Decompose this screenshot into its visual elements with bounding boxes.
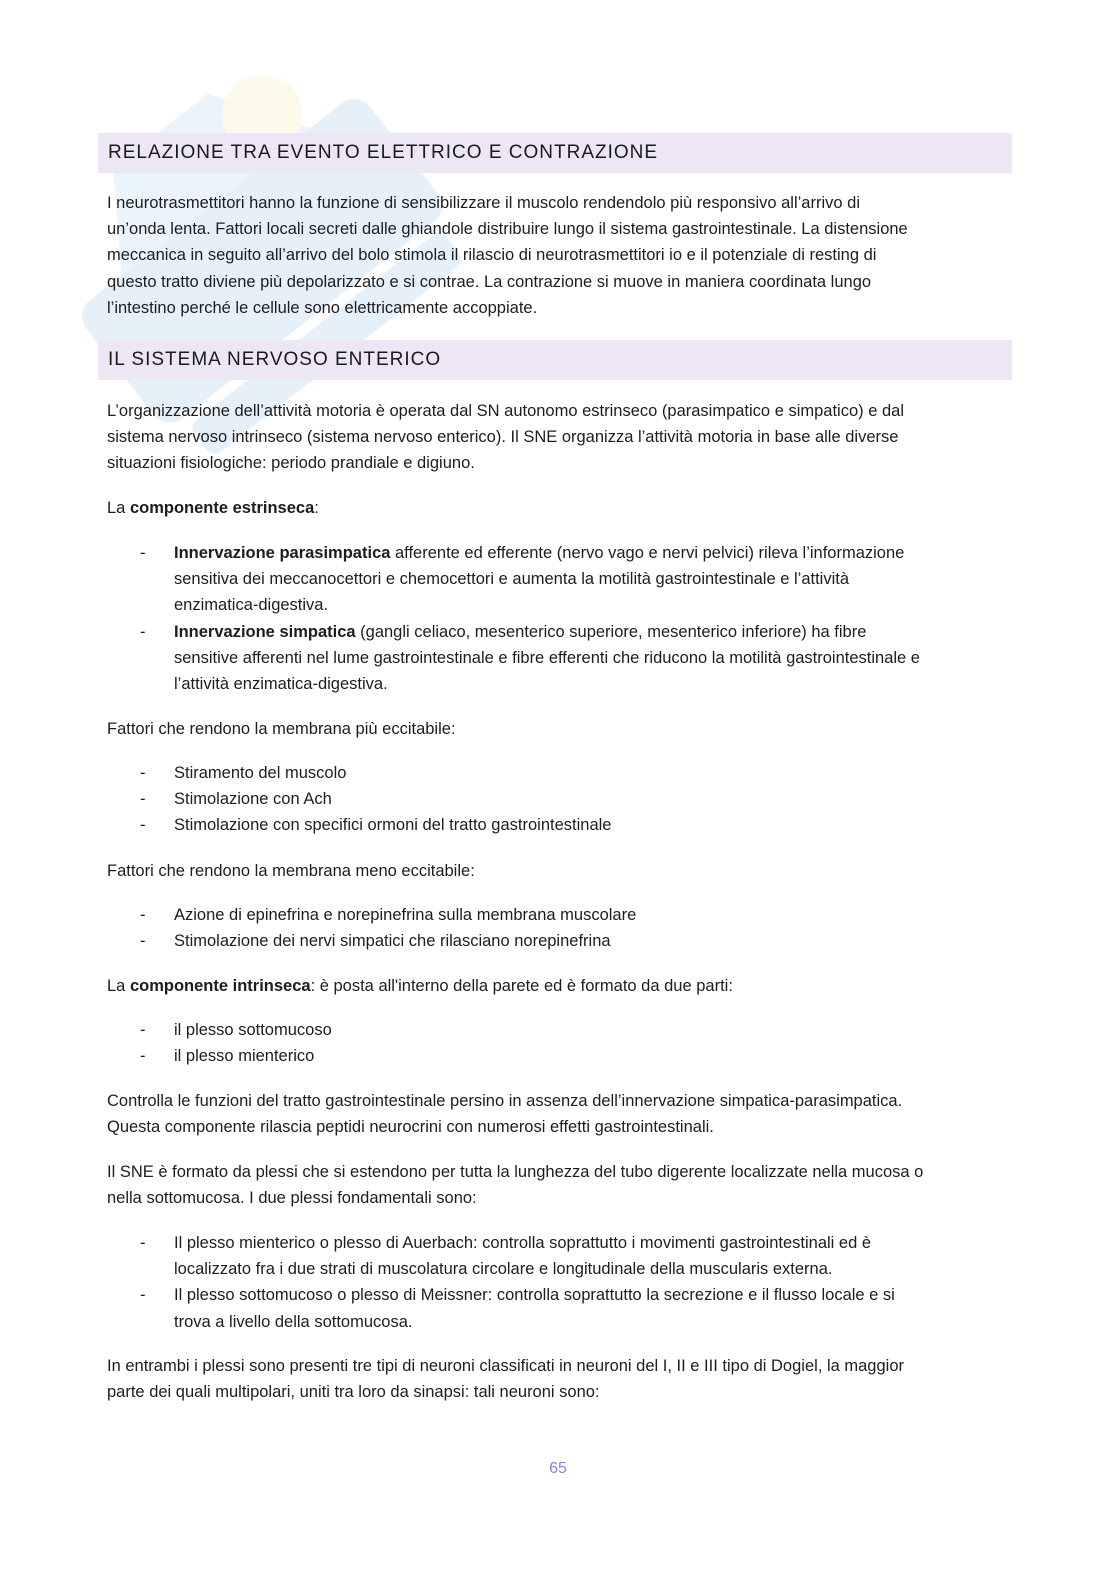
bold-term: Innervazione parasimpatica — [174, 544, 391, 562]
list-item: - Stiramento del muscolo — [107, 760, 1007, 786]
dash-bullet: - — [140, 1021, 146, 1039]
dash-bullet: - — [140, 764, 146, 782]
list-item: - Il plesso mienterico o plesso di Auerbach: controlla soprattutto i movimenti gastrointestinali ed è localizzato fra i due strati di muscolatura circolare e longitudinale della muscularis externa. — [107, 1230, 1007, 1282]
list-item: - Stimolazione dei nervi simpatici che rilasciano norepinefrina — [107, 928, 1007, 954]
meno-eccitabile-title: Fattori che rendono la membrana meno eccitabile: — [107, 862, 475, 880]
estrinseca-list — [107, 540, 1007, 697]
list-item: - Stimolazione con specifici ormoni del tratto gastrointestinale — [107, 812, 1007, 838]
bold-term: componente estrinseca — [129, 499, 315, 517]
text-line: parte dei quali multipolari, uniti tra loro da sinapsi: tali neuroni sono: — [107, 1383, 600, 1402]
list-item: - Innervazione simpatica (gangli celiaco, mesenterico superiore, mesenterico inferiore) ha fibre sensitive afferenti nel lume gastrointestinale e fibre efferenti che riducono la motilità gastrointestinale e l’attività enzimatica-digestiva. — [107, 619, 1007, 698]
intrinseca-list — [107, 1017, 1007, 1069]
text-line: nella sottomucosa. I due plessi fondamentali sono: — [107, 1189, 477, 1208]
page-number: 65 — [549, 1460, 567, 1477]
list-item: - Stimolazione con Ach — [107, 786, 1007, 812]
text-line: questo tratto diviene più depolarizzato e si contrae. La contrazione si muove in maniera coordinata lungo — [107, 272, 872, 291]
dash-bullet: - — [140, 932, 146, 951]
text-line: L’organizzazione dell’attività motoria è operata dal SN autonomo estrinseco (parasimpatico e simpatico) e dal — [107, 402, 905, 420]
paragraph-controlla — [107, 1088, 1007, 1140]
text-line: Questa componente rilascia peptidi neurocrini con numerosi effetti gastrointestinali. — [107, 1118, 714, 1137]
text-line: sistema nervoso intrinseco (sistema nervoso enterico). Il SNE organizza l’attività motoria in base alle diverse — [107, 428, 899, 447]
bold-term: componente intrinseca — [129, 977, 311, 995]
dash-bullet: - — [140, 816, 146, 835]
dash-bullet: - — [140, 790, 146, 809]
dash-bullet: - — [140, 1286, 146, 1305]
text-line: Il SNE è formato da plessi che si estendono per tutta la lunghezza del tubo digerente localizzate nella mucosa o — [107, 1163, 924, 1181]
piu-eccitabile-title: Fattori che rendono la membrana più eccitabile: — [107, 720, 456, 738]
list-item: - Azione di epinefrina e norepinefrina sulla membrana muscolare — [107, 902, 1007, 928]
text-line: situazioni fisiologiche: periodo prandiale e digiuno. — [107, 454, 475, 473]
text-line: Controlla le funzioni del tratto gastrointestinale persino in assenza dell’innervazione simpatica-parasimpatica. — [107, 1092, 903, 1110]
list-item: - il plesso mienterico — [107, 1043, 1007, 1069]
paragraph-neurotrasmettitori — [107, 190, 1007, 321]
section-heading-sne: IL SISTEMA NERVOSO ENTERICO — [98, 340, 1012, 380]
meno-eccitabile-list — [107, 902, 1007, 954]
dash-bullet: - — [140, 544, 146, 562]
section-heading-relazione: RELAZIONE TRA EVENTO ELETTRICO E CONTRAZIONE — [98, 133, 1012, 173]
piu-eccitabile-list — [107, 760, 1007, 839]
text-line: In entrambi i plessi sono presenti tre tipi di neuroni classificati in neuroni del I, II e III tipo di Dogiel, la maggior — [107, 1357, 904, 1375]
paragraph-sne-plessi — [107, 1159, 1007, 1211]
estrinseca-intro: La componente estrinseca: — [107, 499, 319, 517]
dash-bullet: - — [140, 1234, 146, 1252]
list-item: - Innervazione parasimpatica afferente ed efferente (nervo vago e nervi pelvici) rileva l’informazione sensitiva dei meccanocettori e chemocettori e aumenta la motilità gastrointestinale e l’attività enzimatica-digestiva. — [107, 540, 1007, 619]
text-line: l’intestino perché le cellule sono elettricamente accoppiate. — [107, 298, 538, 317]
bold-term: Innervazione simpatica — [174, 622, 356, 641]
paragraph-dogiel — [107, 1353, 1007, 1405]
text-line: un’onda lenta. Fattori locali secreti dalle ghiandole distribuire lungo il sistema gastrointestinale. La distensione — [107, 220, 908, 239]
intrinseca-intro: La componente intrinseca: è posta all'interno della parete ed è formato da due parti: — [107, 977, 733, 995]
text-line: I neurotrasmettitori hanno la funzione di sensibilizzare il muscolo rendendolo più responsivo all’arrivo di — [107, 194, 860, 212]
list-item: - Il plesso sottomucoso o plesso di Meissner: controlla soprattutto la secrezione e il flusso locale e si trova a livello della sottomucosa. — [107, 1282, 1007, 1334]
paragraph-organizzazione — [107, 398, 1007, 477]
text-line: meccanica in seguito all’arrivo del bolo stimola il rilascio di neurotrasmettitori io e il potenziale di resting di — [107, 246, 877, 265]
list-item: - il plesso sottomucoso — [107, 1017, 1007, 1043]
plessi-list — [107, 1230, 1007, 1335]
dash-bullet: - — [140, 1047, 146, 1066]
dash-bullet: - — [140, 906, 146, 924]
dash-bullet: - — [140, 622, 146, 641]
